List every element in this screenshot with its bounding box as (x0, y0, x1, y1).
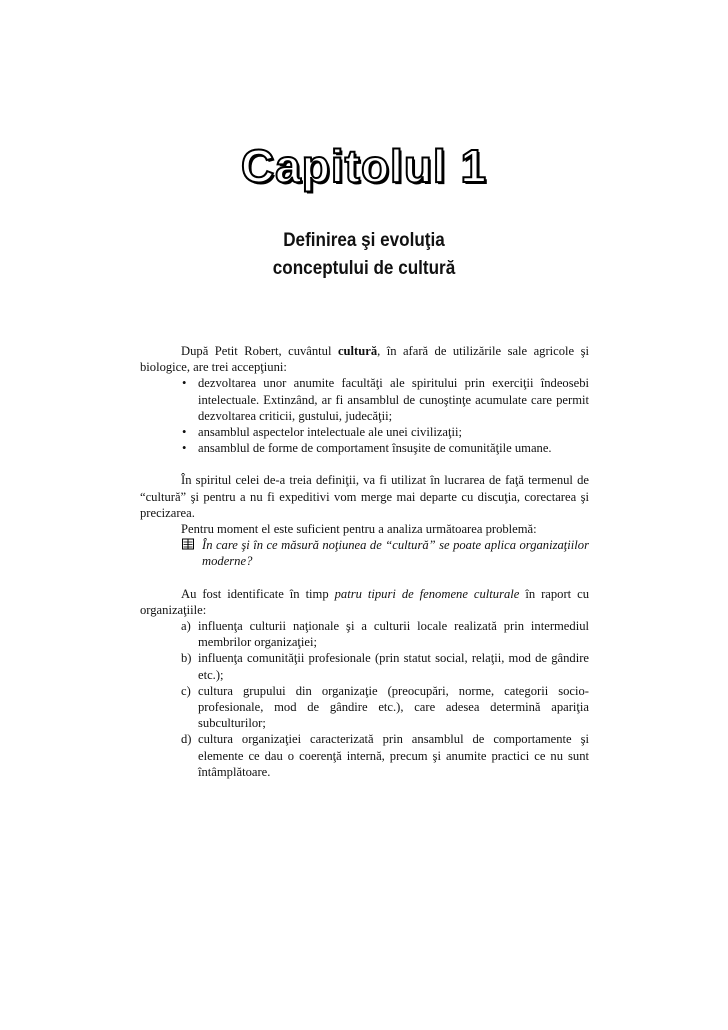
phenomena-list (140, 618, 589, 780)
chapter-body (140, 343, 589, 780)
intro-text-end: , în afară de utilizările sale agricole şi biologice, are trei accepţiuni: (140, 344, 589, 375)
list-item (182, 440, 589, 456)
list-item (181, 731, 589, 780)
definition-list (140, 375, 589, 456)
chapter-title: Capitolul 1 (240, 140, 488, 192)
list-item-text: cultura organizaţiei caracterizată prin ansamblul de comportamente şi elemente ce dau o coerenţă internă, precum şi anumite practici ce nu sunt întâmplătoare. (198, 732, 589, 779)
list-item (181, 683, 589, 732)
list-item (182, 424, 589, 440)
question-text: În care şi în ce măsură noţiunea de “cultură” se poate aplica organizaţiilor moderne? (202, 538, 589, 569)
intro-paragraph (140, 343, 589, 375)
intro-text-start: După Petit Robert, cuvântul (181, 344, 338, 358)
list-marker: c) (181, 683, 191, 698)
keyword-cultura: cultură (337, 344, 378, 358)
research-question (140, 537, 589, 569)
list-item-text: ansamblul de forme de comportament însuşite de comunităţile umane. (198, 441, 552, 456)
bullet-icon: • (182, 376, 187, 391)
list-marker: d) (181, 732, 192, 747)
list-item-text: cultura grupului din organizaţie (preocupări, norme, categorii socio-profesionale, mod de gândire etc.), care adesea determină apariţia subculturilor; (198, 683, 589, 731)
list-item (182, 375, 589, 424)
list-item-text: dezvoltarea unor anumite facultăţi ale spiritului prin exerciţii îndeosebi intelectuale. Extinzând, ar fi ansamblul de cunoştinţe acumulate care permit dezvoltarea criticii, gustului, judecăţii; (198, 376, 589, 423)
list-item-text: influenţa culturii naţionale şi a culturii locale realizată prin intermediul membrilor organizaţiei; (198, 619, 589, 650)
paragraph (140, 586, 589, 618)
book-icon (182, 538, 194, 550)
list-item (181, 618, 589, 650)
paragraph: Pentru moment el este suficient pentru a analiza următoarea problemă: (181, 522, 537, 537)
chapter-subtitle-line1: Definirea şi evoluţia (283, 230, 445, 251)
list-item (181, 650, 589, 682)
list-marker: a) (181, 619, 191, 634)
emphasis-text: patru tipuri de fenomene culturale (334, 586, 520, 601)
paragraph: În spiritul celei de-a treia definiţii, va fi utilizat în lucrarea de faţă termenul de “cultură” şi pentru a nu fi expeditivi vom merge mai departe cu discuţia, corectarea şi precizarea. (140, 473, 589, 520)
paragraph-text-end: în raport cu organizaţiile: (140, 586, 589, 617)
list-marker: b) (181, 651, 192, 666)
bullet-icon: • (182, 441, 187, 456)
list-item-text: ansamblul aspectelor intelectuale ale unei civilizaţii; (198, 425, 463, 440)
list-item-text: influenţa comunităţii profesionale (prin statut social, relaţii, mod de gândire etc.); (198, 651, 589, 682)
paragraph-text-start: Au fost identificate în timp (181, 586, 335, 601)
chapter-subtitle-line2: conceptului de cultură (272, 258, 456, 279)
bullet-icon: • (182, 425, 187, 440)
